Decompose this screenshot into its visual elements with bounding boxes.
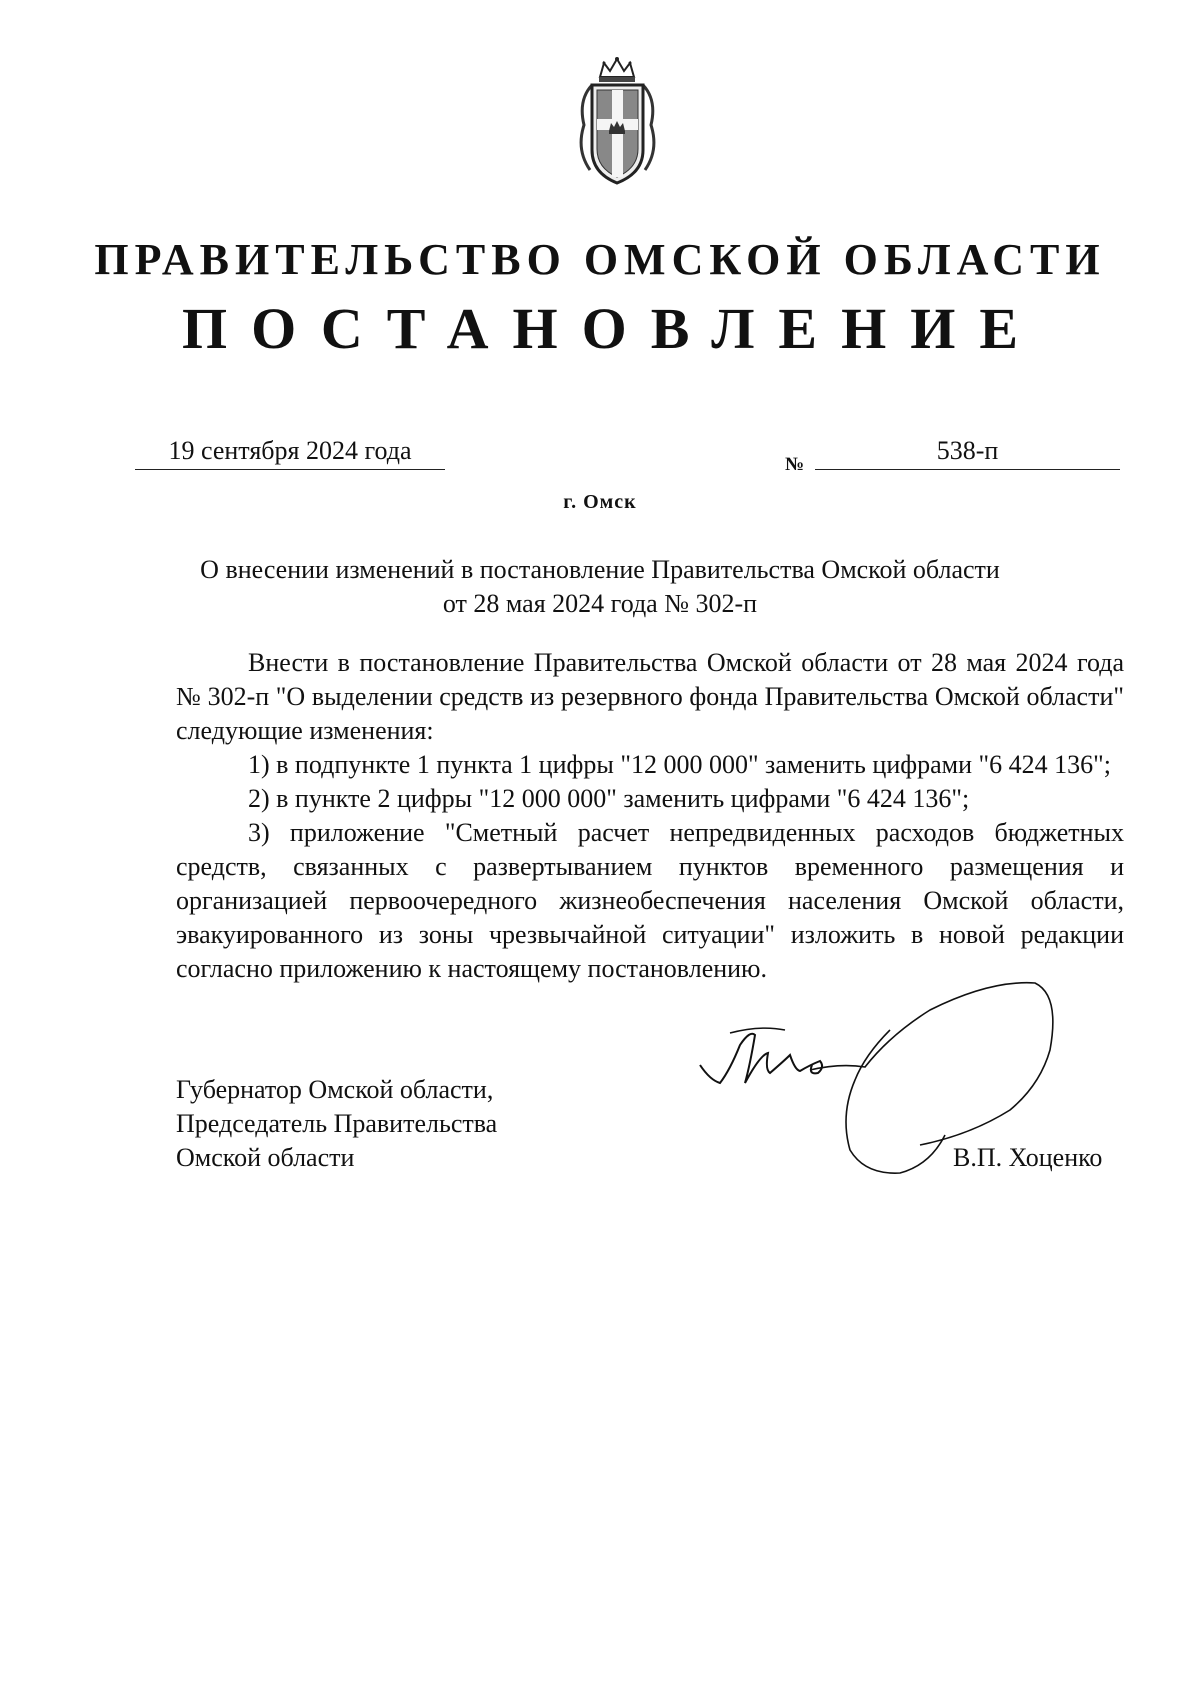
title-line-1: О внесении изменений в постановление Правительства Омской области <box>200 555 1000 584</box>
position-line-2: Председатель Правительства <box>176 1109 498 1138</box>
document-title <box>0 553 1200 621</box>
signatory-name: В.П. Хоценко <box>953 1143 1103 1172</box>
signatory-position <box>176 1073 497 1175</box>
coat-of-arms-icon <box>570 55 665 190</box>
document-body <box>176 646 1124 986</box>
document-date: 19 сентября 2024 года <box>135 438 445 470</box>
number-sign: № <box>785 454 805 475</box>
authority-title: ПРАВИТЕЛЬСТВО ОМСКОЙ ОБЛАСТИ <box>94 235 1106 284</box>
document-type: ПОСТАНОВЛЕНИЕ <box>181 296 1043 361</box>
position-line-1: Губернатор Омской области, <box>176 1075 494 1104</box>
document-number: 538-п <box>815 438 1120 470</box>
handwritten-signature <box>690 975 1140 1215</box>
city: г. Омск <box>563 491 637 513</box>
body-intro: Внести в постановление Правительства Омской области от 28 мая 2024 года № 302-п "О выделении средств из резервного фонда Правительства Омской области" следующие изменения: <box>176 648 1124 745</box>
body-item-3: 3) приложение "Сметный расчет непредвиденных расходов бюджетных средств, связанных с развертыванием пунктов временного размещения и организацией первоочередного жизнеобеспечения населения Омской области, эвакуированного из зоны чрезвычайной ситуации" изложить в новой редакции согласно приложению к настоящему постановлению. <box>176 818 1124 983</box>
body-item-1: 1) в подпункте 1 пункта 1 цифры "12 000 000" заменить цифрами "6 424 136"; <box>248 750 1111 779</box>
title-line-2: от 28 мая 2024 года № 302-п <box>442 589 758 618</box>
position-line-3: Омской области <box>176 1143 355 1172</box>
body-item-2: 2) в пункте 2 цифры "12 000 000" заменить цифрами "6 424 136"; <box>248 784 970 813</box>
